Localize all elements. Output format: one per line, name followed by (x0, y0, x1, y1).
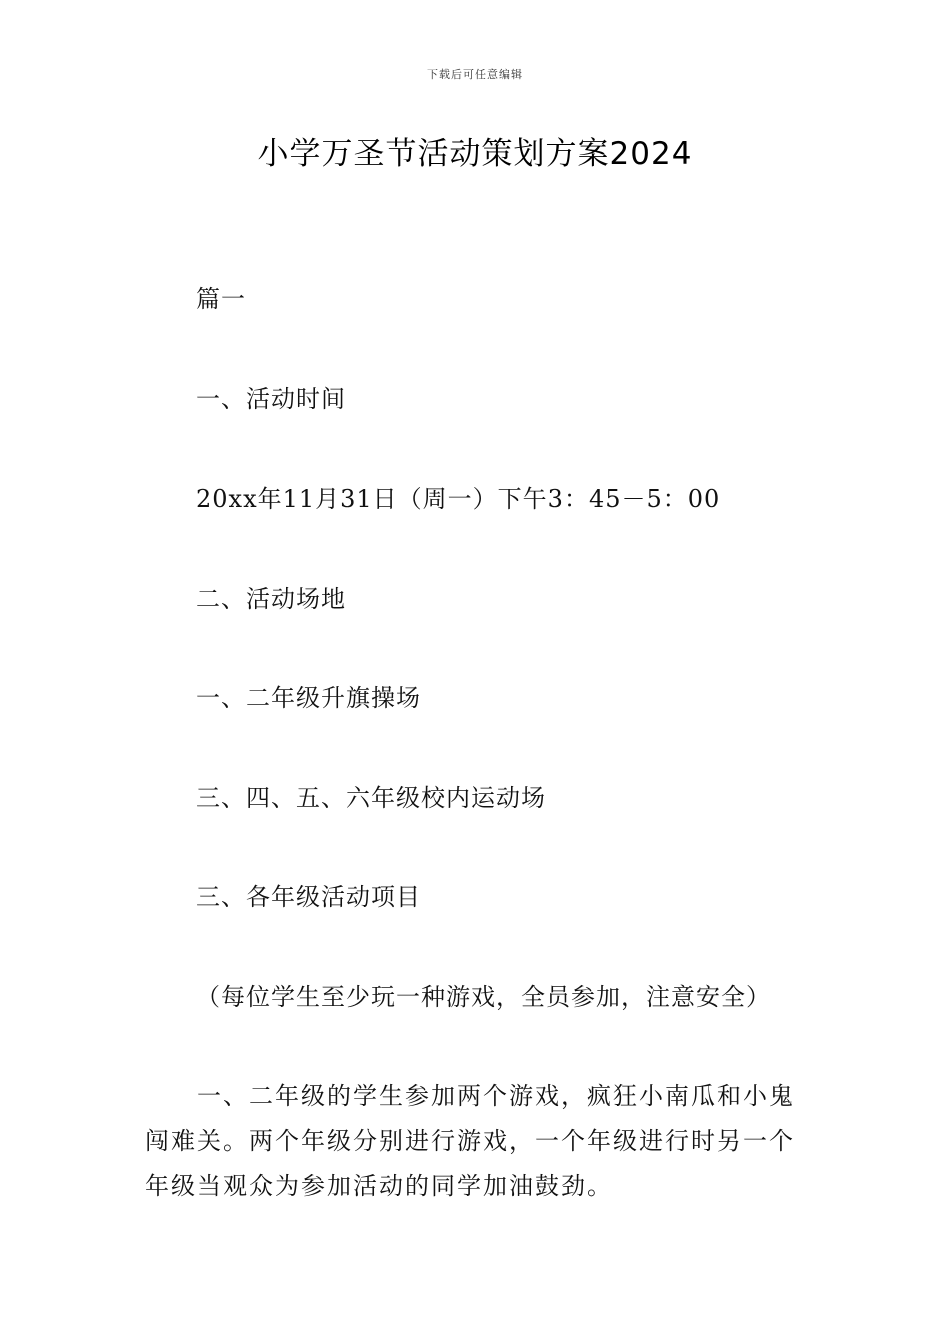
header-note: 下载后可任意编辑 (427, 68, 523, 81)
section-label: 篇一 (196, 285, 246, 313)
activity-notice: （每位学生至少玩一种游戏，全员参加，注意安全） (196, 983, 771, 1011)
heading-activity-time: 一、活动时间 (196, 385, 346, 413)
activity-time-value: 20xx年11月31日（周一）下午3：45－5：00 (196, 485, 721, 513)
document-title: 小学万圣节活动策划方案2024 (257, 136, 693, 172)
venue-grades-1-2: 一、二年级升旗操场 (196, 684, 421, 712)
body-paragraph: 一、二年级的学生参加两个游戏，疯狂小南瓜和小鬼闯难关。两个年级分别进行游戏，一个年级进行时另一个年级当观众为参加活动的同学加油鼓劲。 (145, 1082, 795, 1200)
heading-activity-venue: 二、活动场地 (196, 585, 346, 613)
venue-grades-3-6: 三、四、五、六年级校内运动场 (196, 784, 546, 812)
heading-activity-items: 三、各年级活动项目 (196, 883, 421, 911)
